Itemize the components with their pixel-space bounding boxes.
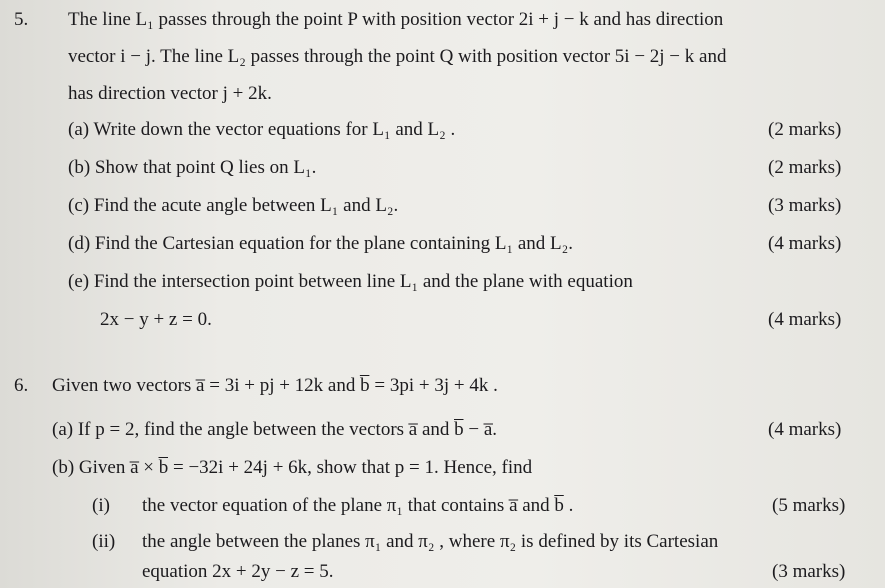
question-6-subpart-ii: the angle between the planes π₁ and π₂ , where π₂ is defined by its Cartesian [142,531,719,552]
question-5-part-c-marks: (3 marks) [768,195,842,216]
question-6-part-a-marks: (4 marks) [768,419,842,440]
question-5-part-d: (d) Find the Cartesian equation for the plane containing L₁ and L₂. [68,233,573,254]
question-6-part-b: (b) Given a̅ × b̅ = −32i + 24j + 6k, show that p = 1. Hence, find [52,457,533,478]
question-6-stem: Given two vectors a̅ = 3i + pj + 12k and b̅ = 3pi + 3j + 4k . [52,375,498,396]
question-6-subpart-ii-equation: equation 2x + 2y − z = 5. [142,561,334,582]
question-5-part-a-marks: (2 marks) [768,119,842,140]
question-5-part-e-marks: (4 marks) [768,309,842,330]
question-5-part-e: (e) Find the intersection point between line L₁ and the plane with equation [68,271,633,292]
question-5-number: 5. [14,9,29,30]
question-6-subpart-i: the vector equation of the plane π₁ that contains a̅ and b̅ . [142,495,574,516]
question-5-part-a: (a) Write down the vector equations for L₁ and L₂ . [68,119,456,140]
question-5-part-b: (b) Show that point Q lies on L₁. [68,157,317,178]
question-5-part-b-marks: (2 marks) [768,157,842,178]
question-5-part-d-marks: (4 marks) [768,233,842,254]
question-6-number: 6. [14,375,29,396]
question-5-part-e-equation: 2x − y + z = 0. [100,309,212,330]
question-6-subpart-ii-marks: (3 marks) [772,561,846,582]
question-6-part-a: (a) If p = 2, find the angle between the vectors a̅ and b̅ − a̅. [52,419,498,440]
question-5-stem-line-1: The line L₁ passes through the point P with position vector 2i + j − k and has direction [68,9,724,30]
question-5-stem-line-2: vector i − j. The line L₂ passes through the point Q with position vector 5i − 2j − k and [68,46,727,67]
question-6-subpart-i-label: (i) [92,495,110,516]
question-6-subpart-ii-label: (ii) [92,531,116,552]
question-5-part-c: (c) Find the acute angle between L₁ and L₂. [68,195,399,216]
question-5-stem-line-3: has direction vector j + 2k. [68,83,272,104]
question-6-subpart-i-marks: (5 marks) [772,495,846,516]
